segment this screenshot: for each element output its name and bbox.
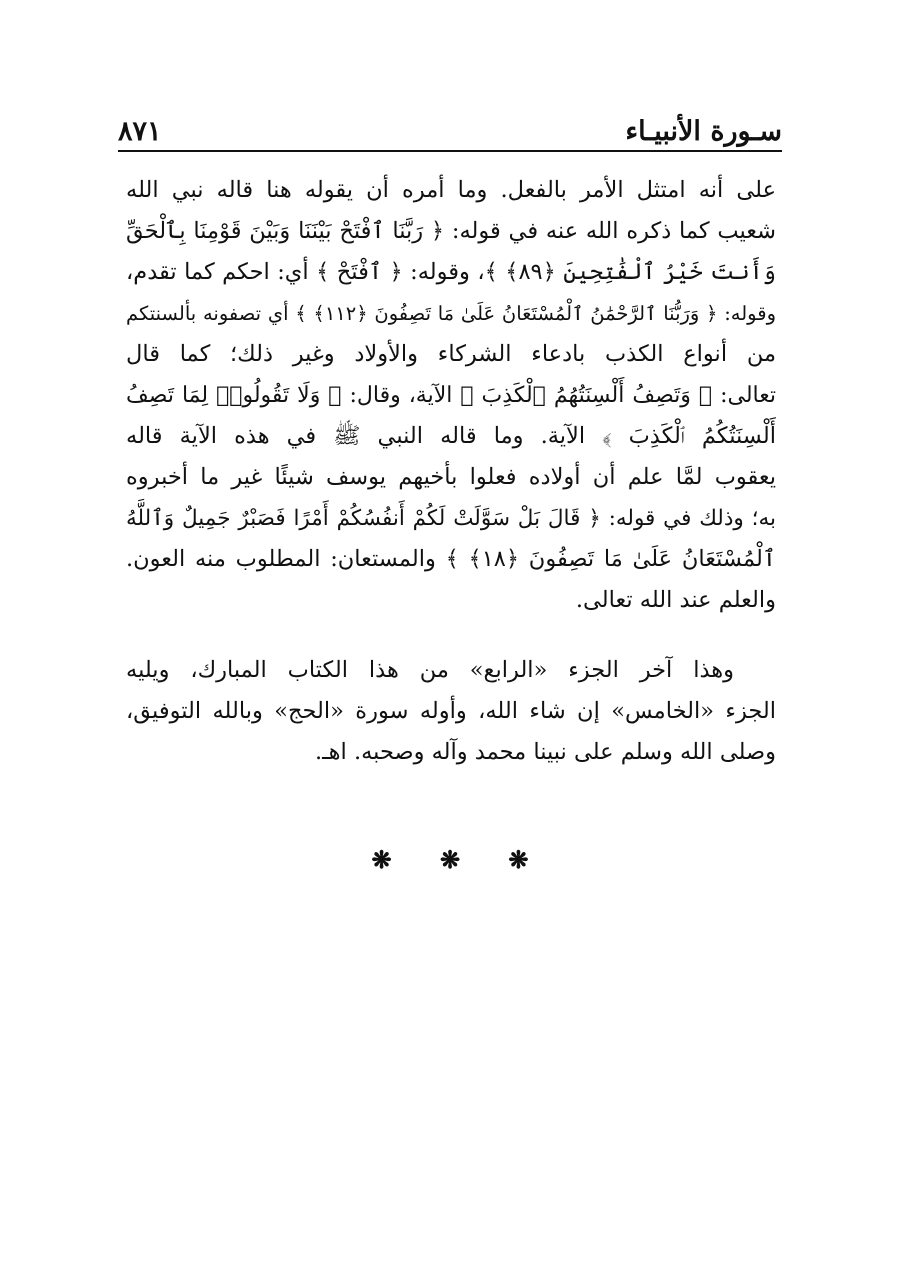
text-line: به؛ وذلك في قوله: ﴿ قَالَ بَلْ سَوَّلَتْ لَكُمْ أَنفُسُكُمْ أَمْرًا فَصَبْرٌ جَمِيلٌ وَٱللَّهُ — [126, 506, 776, 531]
closing-line: وصلى الله وسلم على نبينا محمد وآله وصحبه. اهـ. — [314, 739, 776, 765]
text-line: ٱلْمُسْتَعَانُ عَلَىٰ مَا تَصِفُونَ ﴿١٨﴾ ﴾ والمستعان: المطلوب منه العون. — [126, 546, 776, 572]
commentary-text — [126, 170, 776, 621]
surah-title: سـورة الأنبيـاء — [625, 116, 782, 147]
header-divider — [118, 150, 782, 152]
text-line: من أنواع الكذب بادعاء الشركاء والأولاد وغير ذلك؛ كما قال — [126, 341, 776, 367]
closing-paragraph — [126, 650, 776, 773]
star-ornament-icon: ❋ — [508, 845, 529, 874]
page-number: ٨٧١ — [118, 116, 162, 147]
text-line: والعلم عند الله تعالى. — [575, 587, 776, 613]
text-line: وقوله: ﴿ وَرَبُّنَا ٱلرَّحْمَٰنُ ٱلْمُسْتَعَانُ عَلَىٰ مَا تَصِفُونَ ﴿١١٢﴾ ﴾ أي تصفونه بألسنتكم — [126, 302, 776, 325]
star-ornament-icon: ❋ — [439, 845, 461, 874]
text-line: على أنه امتثل الأمر بالفعل. وما أمره أن يقوله هنا قاله نبي الله — [126, 177, 776, 203]
star-ornament-icon: ❋ — [371, 845, 392, 874]
text-line: تعالى: ﴿ وَتَصِفُ أَلْسِنَتُهُمُ ٱلْكَذِبَ ﴾ الآية، وقال: ﴿ وَلَا تَقُولُوا۟ لِمَا تَصِفُ — [126, 383, 776, 408]
closing-line: الجزء «الخامس» إن شاء الله، وأوله سورة «الحج» وبالله التوفيق، — [126, 698, 776, 724]
text-line: يعقوب لمَّا علم أن أولاده فعلوا بأخيهم يوسف شيئًا غير ما أخبروه — [126, 464, 776, 490]
text-line: وَأَنتَ خَيْرُ ٱلْفَٰتِحِينَ ﴿٨٩﴾ ﴾، وقوله: ﴿ ٱفْتَحْ ﴾ أي: احكم كما تقدم، — [126, 259, 776, 285]
page-header — [118, 112, 782, 150]
section-separator — [0, 845, 900, 874]
closing-line: وهذا آخر الجزء «الرابع» من هذا الكتاب المبارك، ويليه — [126, 657, 734, 683]
text-line: شعيب كما ذكره الله عنه في قوله: ﴿ رَبَّنَا ٱفْتَحْ بَيْنَنَا وَبَيْنَ قَوْمِنَا بِٱلْحَقِّ — [126, 218, 776, 244]
text-line: أَلْسِنَتُكُمُ ٱلْكَذِبَ ﴾ الآية. وما قاله النبي ﷺ في هذه الآية قاله — [126, 423, 776, 449]
